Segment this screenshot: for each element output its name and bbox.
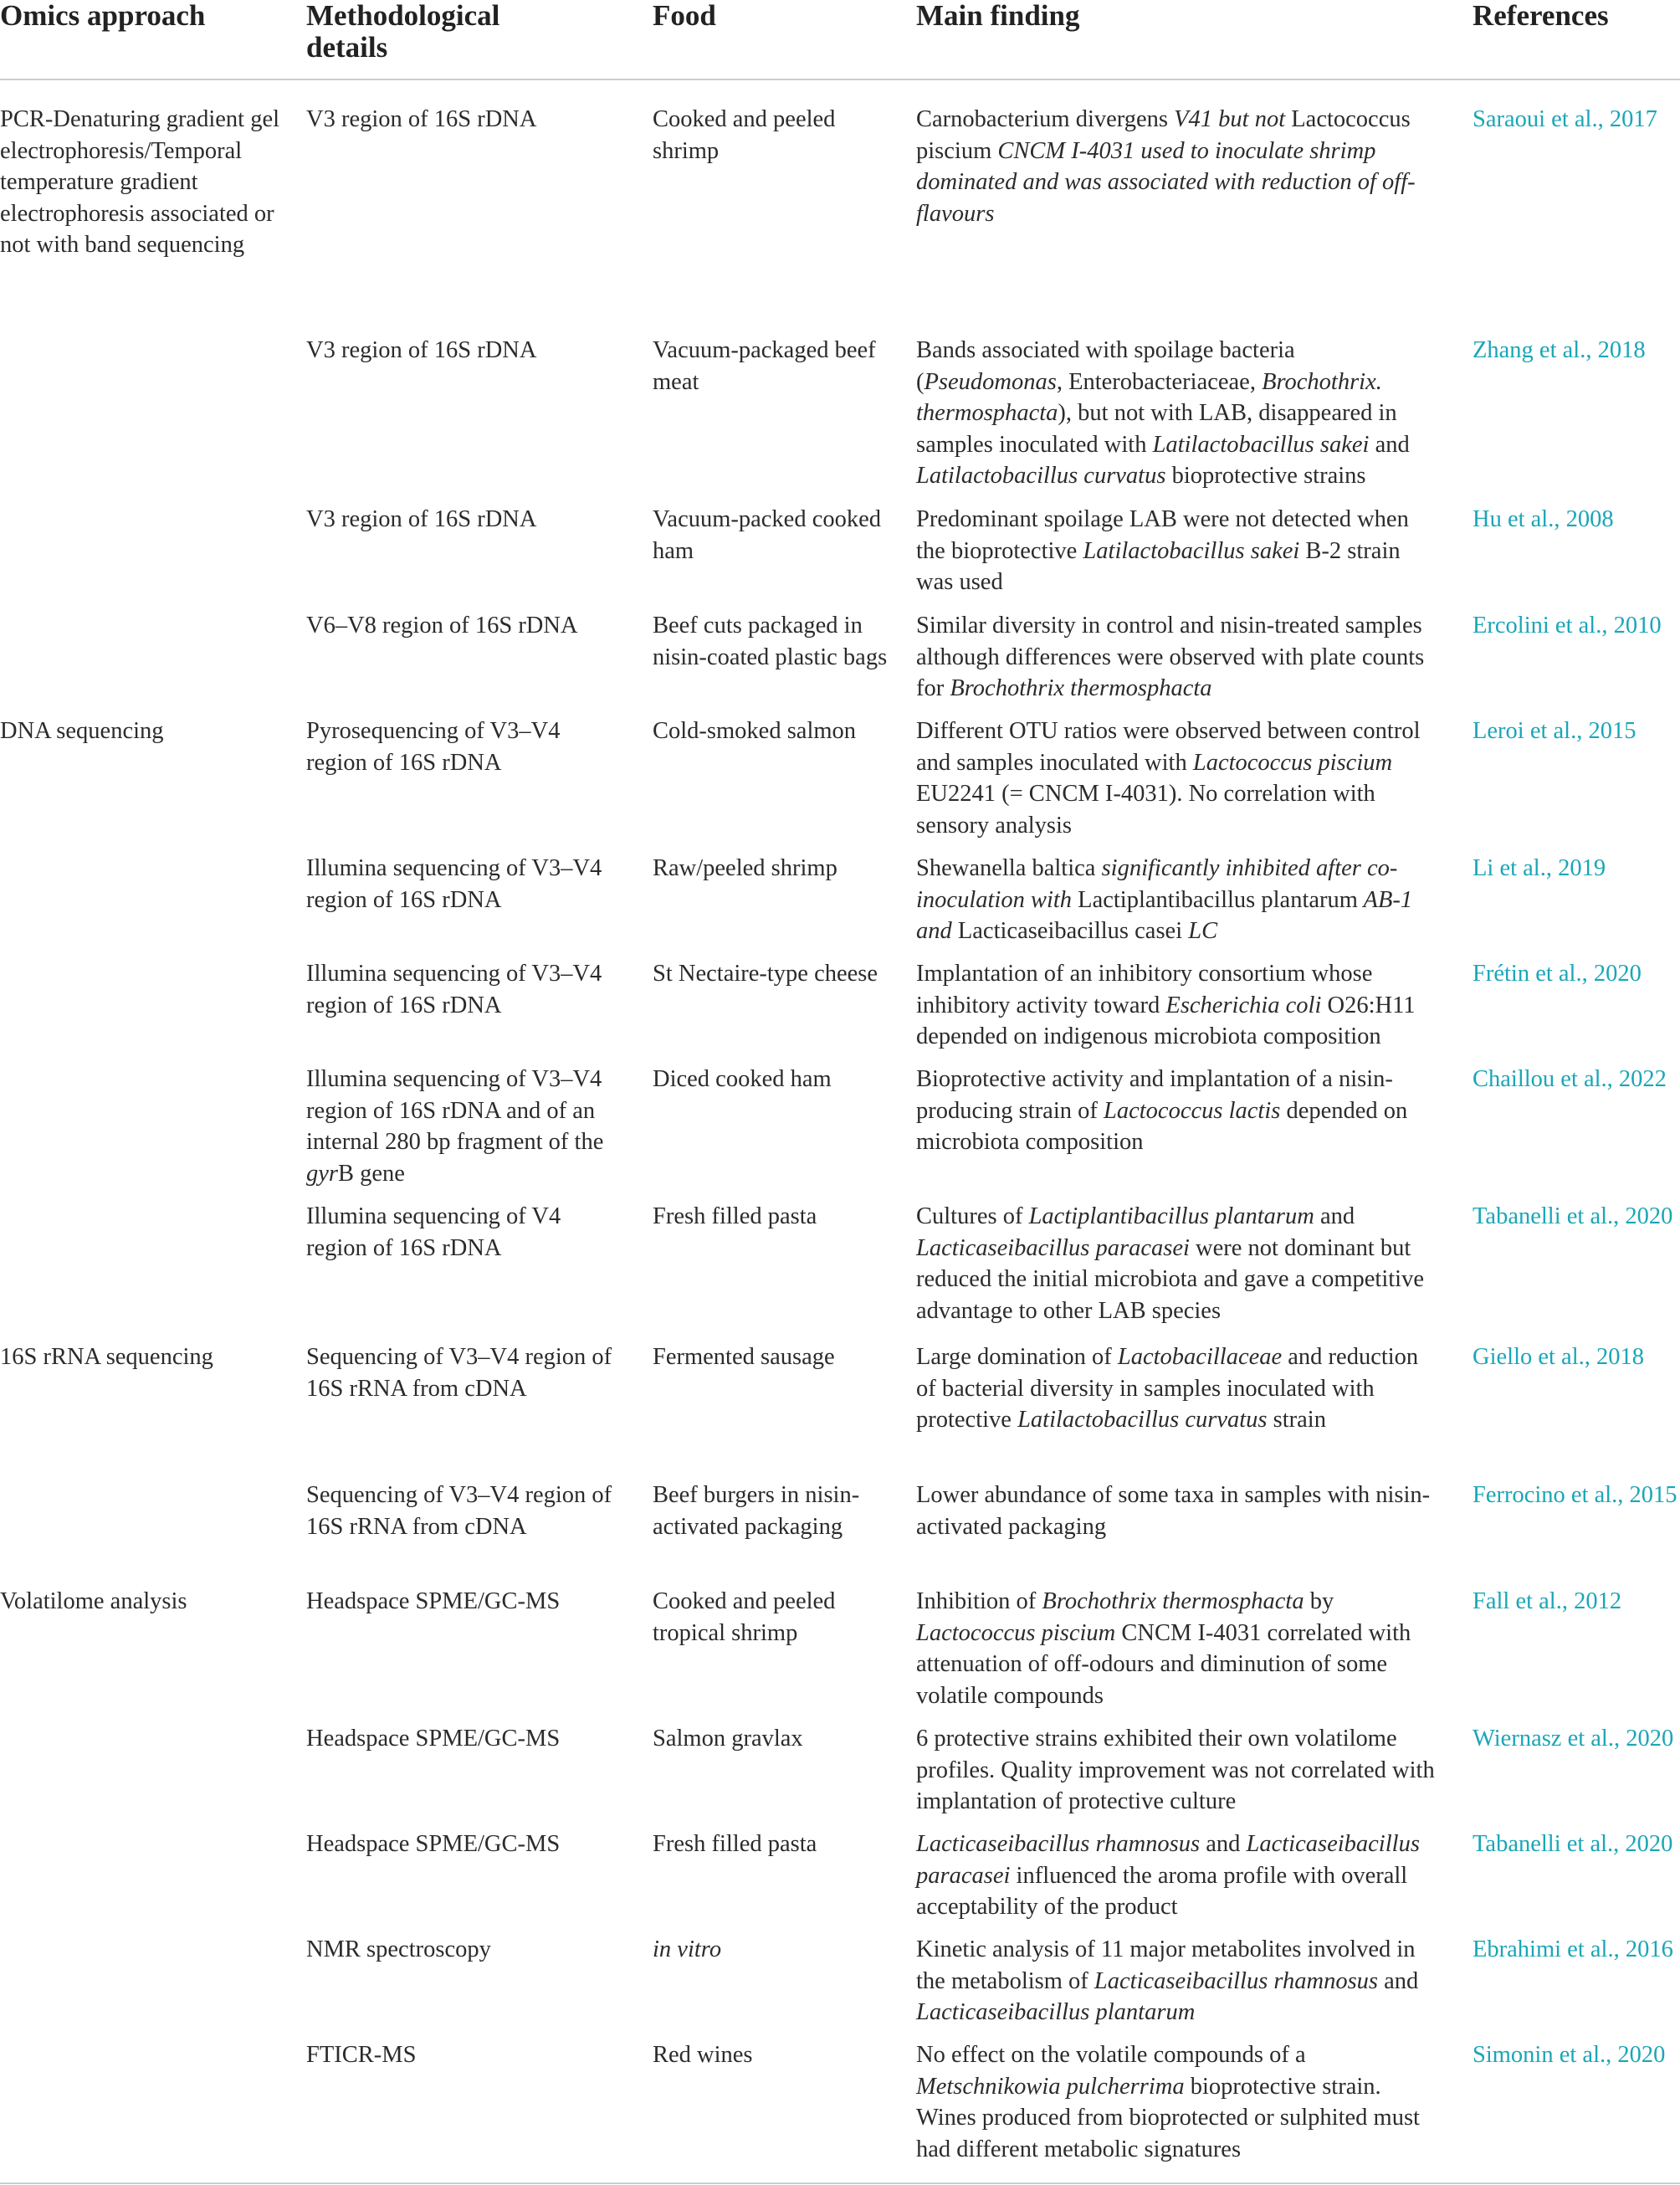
reference-link[interactable]: Chaillou et al., 2022: [1473, 1066, 1667, 1092]
reference-link[interactable]: Li et al., 2019: [1473, 855, 1606, 881]
food-cell: Fermented sausage: [653, 1344, 835, 1370]
finding-cell: [916, 335, 1435, 492]
method-cell: V3 region of 16S rDNA: [306, 337, 537, 363]
text-segment: Large domination of: [916, 1344, 1118, 1370]
italic-term: Latilactobacillus curvatus: [1017, 1407, 1268, 1433]
method-cell: Illumina sequencing of V3–V4 region of 16S rDNA: [306, 855, 602, 913]
reference-link[interactable]: Saraoui et al., 2017: [1473, 106, 1657, 132]
text-segment: Carnobacterium divergens: [916, 106, 1169, 132]
method-cell: Pyrosequencing of V3–V4 region of 16S rDNA: [306, 718, 561, 776]
italic-term: significantly inhibited after co-inoculation with: [916, 855, 1398, 913]
text-segment: B gene: [338, 1160, 405, 1187]
text-segment: Bioprotective activity and implantation of a nisin-producing strain of: [916, 1066, 1393, 1124]
method-cell: Headspace SPME/GC-MS: [306, 1588, 561, 1614]
reference-link[interactable]: Leroi et al., 2015: [1473, 718, 1636, 744]
text-segment: O26:H11 depended on indigenous microbiota composition: [916, 992, 1416, 1049]
header-food: Food: [653, 0, 716, 32]
text-segment: Lactococcus piscium: [916, 106, 1411, 164]
header-omics: Omics approach: [0, 0, 206, 32]
italic-term: Lacticaseibacillus paracasei: [916, 1234, 1190, 1261]
italic-term: Pseudomonas: [924, 368, 1057, 395]
finding-cell: [916, 504, 1435, 598]
text-segment: strain: [1267, 1407, 1326, 1433]
food-cell: Cooked and peeled tropical shrimp: [653, 1588, 836, 1646]
text-segment: EU2241 (= CNCM I-4031). No correlation with sensory analysis: [916, 781, 1375, 839]
food-cell: Beef burgers in nisin-activated packaging: [653, 1482, 860, 1540]
group-label-pcr-dgge: PCR-Denaturing gradient gel electrophoresis/Temporal temperature gradient electrophoresis associated or not with band sequencing: [0, 106, 280, 258]
italic-term: Lacticaseibacillus rhamnosus: [916, 1831, 1201, 1857]
food-cell: Diced cooked ham: [653, 1066, 832, 1092]
food-cell: Beef cuts packaged in nisin-coated plastic bags: [653, 613, 888, 670]
finding-cell: [916, 1341, 1435, 1436]
text-segment: Lower abundance of some taxa in samples with nisin-activated packaging: [916, 1482, 1431, 1540]
text-segment: Predominant spoilage LAB were not detected when the bioprotective: [916, 506, 1409, 564]
header-finding: Main finding: [916, 0, 1080, 32]
food-cell: Cooked and peeled shrimp: [653, 106, 836, 164]
text-segment: No effect on the volatile compounds of a: [916, 2042, 1306, 2068]
finding-cell: [916, 958, 1435, 1053]
italic-term: CNCM I-4031 used to inoculate shrimp dominated and was associated with reduction of off-flavours: [916, 137, 1416, 227]
reference-link[interactable]: Fall et al., 2012: [1473, 1588, 1622, 1614]
italic-term: Metschnikowia pulcherrima: [916, 2073, 1185, 2100]
italic-term: Lacticaseibacillus rhamnosus: [1094, 1967, 1379, 1994]
text-segment: and: [1200, 1831, 1247, 1857]
bottom-rule: [0, 2182, 1680, 2184]
italic-term: Lactococcus lactis: [1104, 1097, 1281, 1124]
text-segment: Shewanella baltica: [916, 855, 1096, 881]
method-cell: [306, 1064, 617, 1189]
reference-link[interactable]: Ebrahimi et al., 2016: [1473, 1936, 1673, 1962]
text-segment: bioprotective strains: [1165, 463, 1366, 489]
italic-term: Latilactobacillus sakei: [1152, 431, 1370, 458]
italic-term: LC: [1182, 918, 1218, 944]
reference-link[interactable]: Ercolini et al., 2010: [1473, 613, 1662, 639]
method-cell: FTICR-MS: [306, 2042, 417, 2068]
italic-term: Brochothrix thermosphacta: [950, 675, 1212, 701]
method-cell: NMR spectroscopy: [306, 1936, 491, 1962]
reference-link[interactable]: Giello et al., 2018: [1473, 1344, 1644, 1370]
finding-cell: [916, 1586, 1435, 1711]
text-segment: Bands associated with spoilage bacteria (: [916, 337, 1295, 395]
method-cell: Sequencing of V3–V4 region of 16S rRNA from cDNA: [306, 1344, 612, 1402]
italic-term: Latilactobacillus curvatus: [916, 463, 1166, 489]
italic-term: Escherichia coli: [1165, 992, 1322, 1018]
text-segment: and: [1378, 1967, 1419, 1994]
italic-term: Lacticaseibacillus paracasei: [916, 1831, 1420, 1889]
food-cell: Vacuum-packaged beef meat: [653, 337, 876, 395]
text-segment: depended on microbiota composition: [916, 1097, 1408, 1155]
header-method: Methodological details: [306, 0, 500, 64]
italic-term: Lactobacillaceae: [1117, 1344, 1283, 1370]
group-label-16s-rrna: 16S rRNA sequencing: [0, 1344, 213, 1370]
food-cell: Fresh filled pasta: [653, 1203, 817, 1229]
finding-cell: [916, 853, 1435, 947]
reference-link[interactable]: Tabanelli et al., 2020: [1473, 1831, 1673, 1857]
italic-term: Lactococcus piscium: [1192, 749, 1393, 776]
group-label-dna-sequencing: DNA sequencing: [0, 718, 164, 744]
reference-link[interactable]: Ferrocino et al., 2015: [1473, 1482, 1677, 1508]
text-segment: CNCM I-4031 correlated with attenuation of off-odours and diminution of some volatile compounds: [916, 1619, 1411, 1709]
reference-link[interactable]: Hu et al., 2008: [1473, 506, 1614, 532]
text-segment: Different OTU ratios were observed between control and samples inoculated with: [916, 718, 1421, 776]
text-segment: and: [1369, 431, 1410, 458]
food-cell: St Nectaire-type cheese: [653, 961, 878, 987]
text-segment: Inhibition of: [916, 1588, 1042, 1614]
food-cell: [653, 1934, 904, 1966]
italic-term: V41 but not: [1168, 106, 1292, 132]
text-segment: by: [1304, 1588, 1334, 1614]
food-cell: Cold-smoked salmon: [653, 718, 857, 744]
reference-link[interactable]: Zhang et al., 2018: [1473, 337, 1646, 363]
italic-term: Brochothrix. thermosphacta: [916, 368, 1382, 426]
italic-term: Lactiplantibacillus plantarum: [1028, 1203, 1314, 1229]
header-references: References: [1473, 0, 1609, 32]
text-segment: Kinetic analysis of 11 major metabolites involved in the metabolism of: [916, 1936, 1416, 1994]
text-segment: Lacticaseibacillus casei: [957, 918, 1183, 944]
method-cell: Headspace SPME/GC-MS: [306, 1831, 561, 1857]
food-cell: Fresh filled pasta: [653, 1831, 817, 1857]
method-cell: Headspace SPME/GC-MS: [306, 1726, 561, 1752]
italic-term: Lacticaseibacillus plantarum: [916, 1999, 1196, 2025]
reference-link[interactable]: Frétin et al., 2020: [1473, 961, 1642, 987]
text-segment: and reduction of bacterial diversity in samples inoculated with protective: [916, 1344, 1419, 1433]
finding-cell: [916, 1201, 1435, 1326]
italic-term: in vitro: [653, 1936, 722, 1962]
italic-term: AB-1 and: [916, 886, 1413, 944]
text-segment: Similar diversity in control and nisin-treated samples although differences were observed with plate counts for: [916, 613, 1425, 701]
method-cell: Sequencing of V3–V4 region of 16S rRNA from cDNA: [306, 1482, 612, 1540]
finding-cell: [916, 610, 1435, 705]
group-label-volatilome: Volatilome analysis: [0, 1588, 187, 1614]
method-cell: V3 region of 16S rDNA: [306, 106, 537, 132]
text-segment: Cultures of: [916, 1203, 1029, 1229]
finding-cell: [916, 1934, 1435, 2029]
text-segment: were not dominant but reduced the initial microbiota and gave a competitive advantage to other LAB species: [916, 1234, 1424, 1324]
text-segment: , Enterobacteriaceae,: [1056, 368, 1263, 395]
method-cell: Illumina sequencing of V3–V4 region of 16S rDNA: [306, 961, 602, 1018]
finding-cell: [916, 104, 1435, 229]
text-segment: Implantation of an inhibitory consortium whose inhibitory activity toward: [916, 961, 1373, 1018]
finding-cell: [916, 716, 1435, 841]
food-cell: Vacuum-packed cooked ham: [653, 506, 882, 564]
text-segment: ), but not with LAB, disappeared in samples inoculated with: [916, 400, 1397, 458]
food-cell: Salmon gravlax: [653, 1726, 803, 1752]
reference-link[interactable]: Simonin et al., 2020: [1473, 2042, 1666, 2068]
finding-cell: [916, 1064, 1435, 1158]
text-segment: bioprotective strain. Wines produced from bioprotected or sulphited must had different metabolic signatures: [916, 2073, 1420, 2162]
italic-term: gyr: [306, 1160, 338, 1187]
header-rule: [0, 79, 1680, 80]
text-segment: 6 protective strains exhibited their own volatilome profiles. Quality improvement was not correlated with implantation of protective culture: [916, 1726, 1435, 1814]
italic-term: Lactococcus piscium: [916, 1619, 1116, 1646]
method-cell: V6–V8 region of 16S rDNA: [306, 613, 578, 639]
finding-cell: [916, 1480, 1435, 1542]
method-cell: V3 region of 16S rDNA: [306, 506, 537, 532]
food-cell: Raw/peeled shrimp: [653, 855, 837, 881]
finding-cell: [916, 1829, 1435, 1923]
reference-link[interactable]: Wiernasz et al., 2020: [1473, 1726, 1674, 1752]
food-cell: Red wines: [653, 2042, 753, 2068]
reference-link[interactable]: Tabanelli et al., 2020: [1473, 1203, 1673, 1229]
method-cell: Illumina sequencing of V4 region of 16S rDNA: [306, 1203, 561, 1261]
finding-cell: [916, 2039, 1435, 2165]
text-segment: Lactiplantibacillus plantarum: [1078, 886, 1358, 913]
text-segment: B-2 strain was used: [916, 537, 1401, 595]
finding-cell: [916, 1723, 1435, 1818]
text-segment: influenced the aroma profile with overall acceptability of the product: [916, 1862, 1408, 1920]
text-segment: and: [1314, 1203, 1355, 1229]
italic-term: Brochothrix thermosphacta: [1042, 1588, 1304, 1614]
text-segment: Illumina sequencing of V3–V4 region of 16S rDNA and of an internal 280 bp fragment of the: [306, 1066, 604, 1155]
italic-term: Latilactobacillus sakei: [1083, 537, 1300, 564]
